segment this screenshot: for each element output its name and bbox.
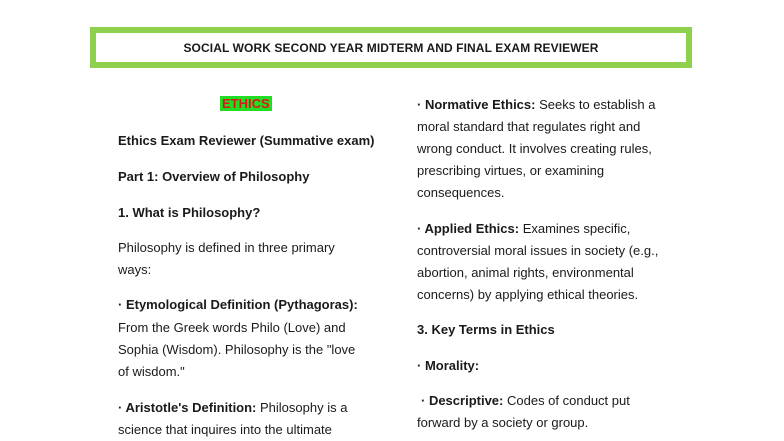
intro-line-1: Philosophy is defined in three primary <box>118 240 335 255</box>
document-header <box>90 27 692 68</box>
aristotle-line-1 <box>118 400 347 415</box>
applied-line-1 <box>417 221 630 236</box>
morality-heading: · Morality: <box>417 358 480 373</box>
etymological-label: · Etymological Definition (Pythagoras): <box>118 297 358 312</box>
applied-line-3: abortion, animal rights, environmental <box>417 265 634 280</box>
reviewer-title: Ethics Exam Reviewer (Summative exam) <box>118 133 375 148</box>
normative-line-4: prescribing virtues, or examining <box>417 163 605 178</box>
normative-line-5: consequences. <box>417 185 505 200</box>
document-title: SOCIAL WORK SECOND YEAR MIDTERM AND FINAL EXAM REVIEWER <box>183 40 599 55</box>
normative-line-2: moral standard that regulates right and <box>417 119 641 134</box>
applied-text: Examines specific, <box>519 221 631 236</box>
etymological-line-4: of wisdom." <box>118 364 185 379</box>
question1-heading: 1. What is Philosophy? <box>118 205 261 220</box>
normative-line-1 <box>417 97 655 112</box>
normative-text: Seeks to establish a <box>535 97 656 112</box>
aristotle-label: · Aristotle's Definition: <box>118 400 257 415</box>
descriptive-line-1 <box>421 393 630 408</box>
normative-label: · Normative Ethics: <box>417 97 536 112</box>
aristotle-text: Philosophy is a <box>256 400 348 415</box>
etymological-line-3: Sophia (Wisdom). Philosophy is the "love <box>118 342 356 357</box>
descriptive-line-2: forward by a society or group. <box>417 415 589 430</box>
applied-line-4: concerns) by applying ethical theories. <box>417 287 639 302</box>
aristotle-line-2: science that inquires into the ultimate <box>118 422 332 437</box>
key-terms-heading: 3. Key Terms in Ethics <box>417 322 555 337</box>
part1-heading: Part 1: Overview of Philosophy <box>118 169 310 184</box>
normative-line-3: wrong conduct. It involves creating rules, <box>417 141 652 156</box>
descriptive-label: · Descriptive: <box>421 393 504 408</box>
applied-line-2: controversial moral issues in society (e.g., <box>417 243 659 258</box>
intro-line-2: ways: <box>118 262 152 277</box>
ethics-heading <box>220 96 272 111</box>
applied-label: · Applied Ethics: <box>417 221 520 236</box>
etymological-line-2: From the Greek words Philo (Love) and <box>118 320 346 335</box>
descriptive-text: Codes of conduct put <box>503 393 630 408</box>
ethics-tag: ETHICS <box>222 96 270 111</box>
